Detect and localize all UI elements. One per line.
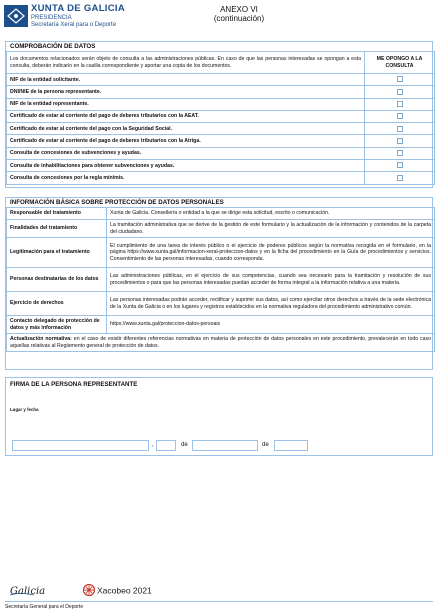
table-row [7, 172, 435, 184]
data-verification-table [6, 51, 435, 185]
dp-label: Contacto delegado de protección de datos y más información [7, 316, 107, 334]
dp-text: El cumplimiento de una tarea de interés público o el ejercicio de poderes públicos según la normativa recogida en el formulario, en la página https://www.xunta.gal/informacion-xeral-proteccion-datos y en la ficha del procedimiento en la Guía de procedimientos y servicios. Consentimiento de las personas interesadas, cuando corresponda. [107, 238, 435, 268]
dp-text: Xunta de Galicia. Consellería o entidad a la que se dirige esta solicitud, escrito o comunicación. [107, 208, 435, 220]
svg-text:Xacobeo 2021: Xacobeo 2021 [97, 585, 152, 596]
annex-heading [194, 5, 284, 23]
dp-label: Personas destinatarias de los datos [7, 268, 107, 292]
table-row [7, 74, 435, 86]
footer-logos [0, 583, 437, 603]
day-field[interactable] [156, 440, 176, 451]
table-row [7, 160, 435, 172]
oppose-checkbox[interactable] [397, 89, 403, 95]
verification-item: NIF de la entidad representante. [7, 98, 365, 110]
verification-item: Consulta de concesiones por la regla mínimis. [7, 172, 365, 184]
verification-item: Certificado de estar al corriente del pago de deberes tributarios con la AEAT. [7, 110, 365, 122]
dp-label: Finalidades del tratamiento [7, 220, 107, 238]
annex-subtitle: (continuación) [213, 14, 265, 23]
table-row [7, 147, 435, 159]
of-separator: de [181, 442, 188, 448]
data-protection-table [6, 207, 435, 352]
verification-item: DNI/NIE de la persona representante. [7, 86, 365, 98]
place-field[interactable] [12, 440, 149, 451]
oppose-checkbox[interactable] [397, 175, 403, 181]
data-verification-title: COMPROBACIÓN DE DATOS [10, 43, 96, 50]
page-header [4, 3, 433, 31]
place-date-label: Lugar y fecha [10, 407, 39, 412]
table-row [7, 316, 435, 334]
oppose-column-header: ME OPONGO A LA CONSULTA [365, 52, 435, 74]
table-row [7, 268, 435, 292]
year-field[interactable] [274, 440, 308, 451]
of-separator: de [262, 442, 269, 448]
dp-text: Las personas interesadas podrán acceder, rectificar y suprimir sus datos, así como ejercitar otros derechos a través de la sede electrónica de la Xunta de Galicia o en los lugares y registros establecidos en la normativa reguladora del procedimiento administrativo común. [107, 292, 435, 316]
table-row [7, 86, 435, 98]
table-row [7, 135, 435, 147]
regulatory-update-label: Actualización normativa: [10, 336, 72, 343]
org-subdepartment: Secretaría Xeral para o Deporte [31, 22, 117, 28]
table-row [7, 220, 435, 238]
table-row [7, 110, 435, 122]
dp-text: Las administraciones públicas, en el ejercicio de sus competencias, cuando sea necesario para la tramitación y resolución de sus procedimientos o para que las personas interesadas puedan acceder de forma integral a la información relativa a una materia. [107, 268, 435, 292]
table-header-row [7, 52, 435, 74]
oppose-checkbox[interactable] [397, 150, 403, 156]
org-department: PRESIDENCIA [31, 15, 72, 21]
regulatory-update [7, 334, 435, 352]
oppose-checkbox[interactable] [397, 113, 403, 119]
month-field[interactable] [192, 440, 258, 451]
dp-label: Responsable del tratamiento [7, 208, 107, 220]
dp-label: Ejercicio de derechos [7, 292, 107, 316]
oppose-checkbox[interactable] [397, 101, 403, 107]
table-row [7, 208, 435, 220]
data-protection-section [5, 197, 433, 370]
annex-title: ANEXO VI [220, 5, 258, 14]
oppose-checkbox[interactable] [397, 126, 403, 132]
oppose-checkbox[interactable] [397, 162, 403, 168]
verification-item: Consulta de inhabilitaciones para obtener subvenciones y ayudas. [7, 160, 365, 172]
data-protection-title: INFORMACIÓN BÁSICA SOBRE PROTECCIÓN DE DATOS PERSONALES [10, 199, 224, 206]
svg-text:Galicia: Galicia [10, 586, 46, 597]
verification-item: Consulta de concesiones de subvenciones y ayudas. [7, 147, 365, 159]
footer-divider [5, 601, 433, 602]
table-row [7, 123, 435, 135]
table-row [7, 292, 435, 316]
verification-item: Certificado de estar al corriente del pago con la Seguridad Social. [7, 123, 365, 135]
data-verification-section [5, 41, 433, 188]
dp-label: Legitimación para el tratamiento [7, 238, 107, 268]
org-name: XUNTA DE GALICIA [31, 3, 125, 14]
oppose-checkbox[interactable] [397, 138, 403, 144]
verification-item: NIF de la entidad solicitante. [7, 74, 365, 86]
table-row [7, 238, 435, 268]
signature-section [5, 377, 433, 456]
comma-separator: , [152, 442, 154, 448]
dp-link[interactable]: https://www.xunta.gal/proteccion-datos-persoais [107, 316, 435, 334]
verification-intro: Los documentos relacionados serán objeto de consulta a las administraciones públicas. En caso de que las personas interesadas se opongan a esta consulta, deberán indicarlo en la casilla correspondiente y aportar una copia de los documentos. [7, 52, 365, 74]
xacobeo-logo [82, 583, 162, 597]
oppose-checkbox[interactable] [397, 76, 403, 82]
org-block [31, 4, 125, 29]
dp-text: La tramitación administrativa que se derive de la gestión de este formulario y la actualización de la información y contenidos de la carpeta del ciudadano. [107, 220, 435, 238]
footer-text: Secretaría General para el Deporte [5, 604, 84, 610]
galicia-logo [8, 583, 48, 597]
signature-title: FIRMA DE LA PERSONA REPRESENTANTE [10, 381, 138, 388]
table-row [7, 334, 435, 352]
xunta-logo-icon [4, 5, 28, 27]
table-row [7, 98, 435, 110]
verification-item: Certificado de estar al corriente del pago de deberes tributarios con la Atriga. [7, 135, 365, 147]
regulatory-update-text: en el caso de existir diferentes referencias normativas en materia de protección de datos personales en este procedimiento, prevalecerán en todo caso aquellas relativas al Reglamento general de protección de datos. [10, 336, 431, 349]
